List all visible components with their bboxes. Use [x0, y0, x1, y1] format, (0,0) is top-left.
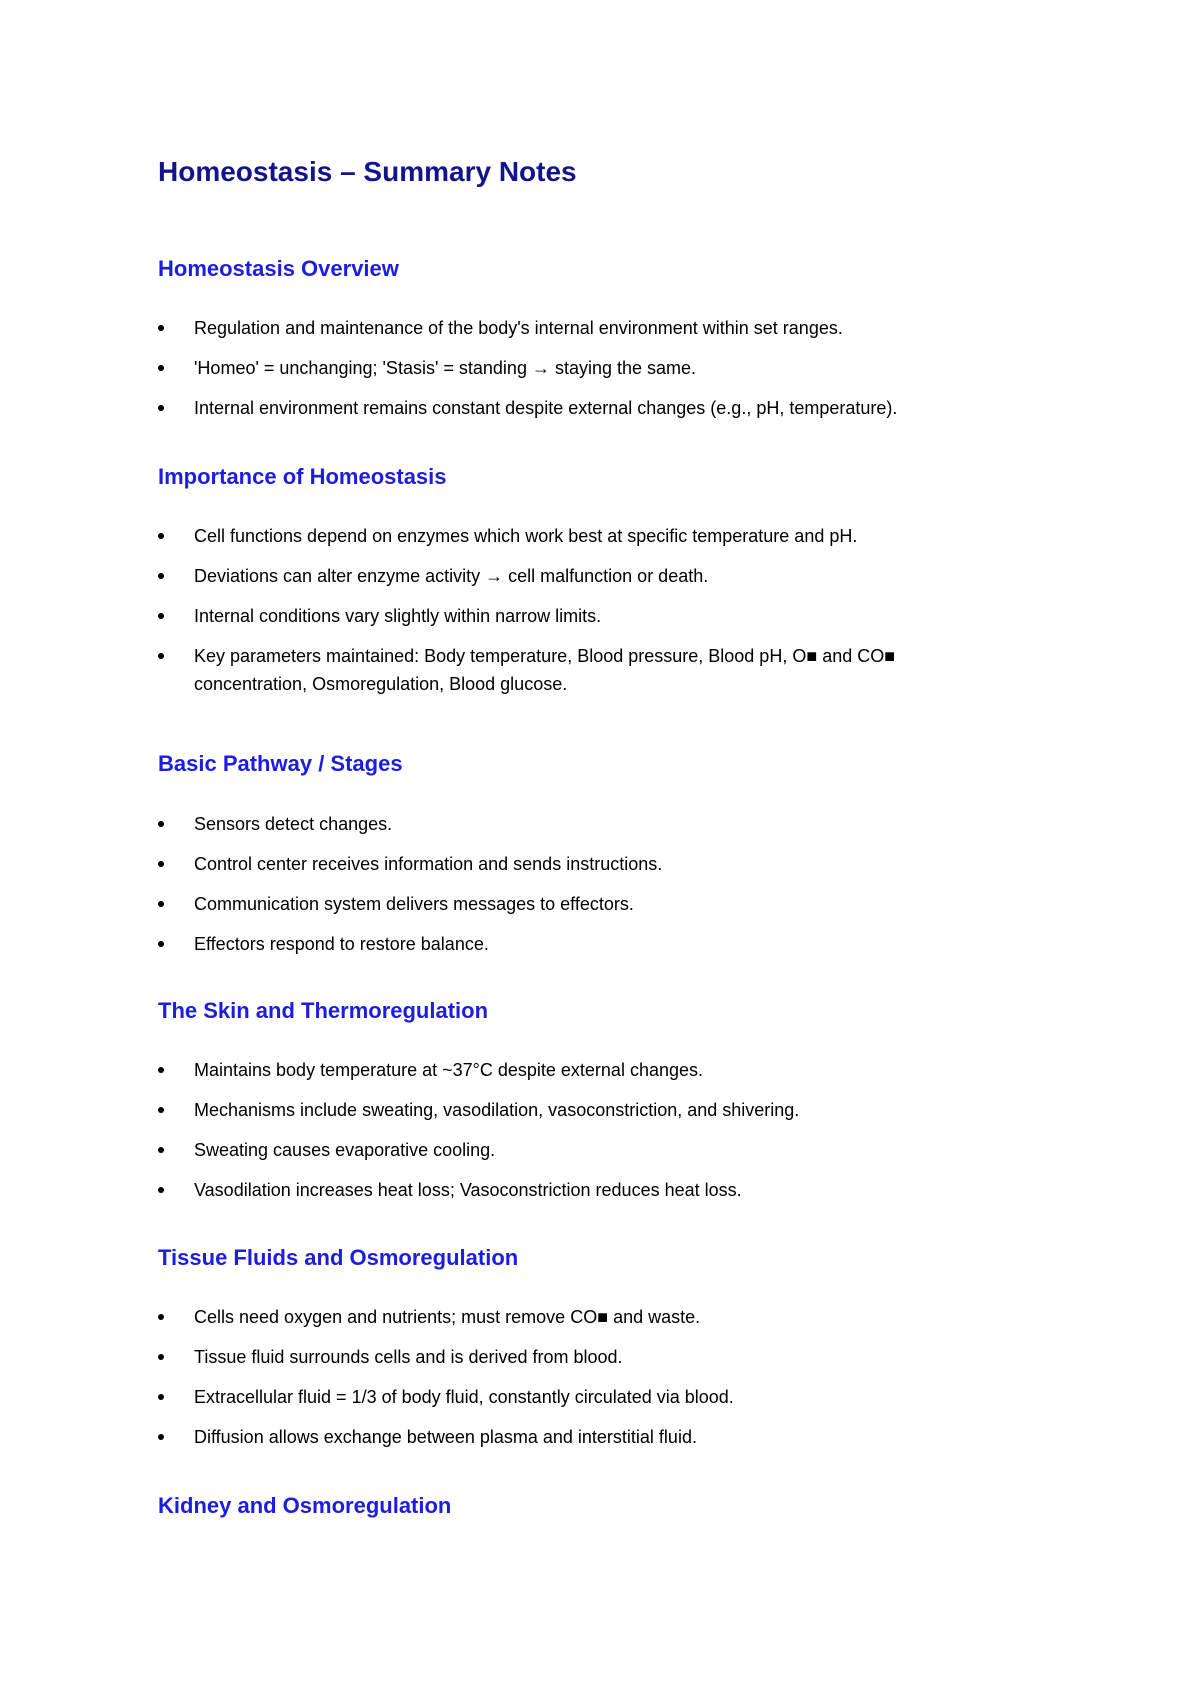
list-item: [0, 1136, 1010, 1164]
bullet-icon: [158, 533, 164, 539]
list-item: [0, 890, 1010, 918]
bullet-icon: [158, 1067, 164, 1073]
bullet-icon: [158, 1187, 164, 1193]
bullet-list-importance-of-homeostasis: [0, 522, 1010, 710]
bullet-icon: [158, 901, 164, 907]
bullet-icon: [158, 1147, 164, 1153]
bullet-text: Diffusion allows exchange between plasma and interstitial fluid.: [194, 1427, 697, 1447]
bullet-icon: [158, 573, 164, 579]
list-item: [0, 1383, 1010, 1411]
bullet-list-tissue-fluids: [0, 1303, 1010, 1463]
bullet-icon: [158, 1354, 164, 1360]
list-item: [0, 642, 1010, 698]
bullet-text: Tissue fluid surrounds cells and is derived from blood.: [194, 1347, 623, 1367]
bullet-text: Key parameters maintained: Body temperature, Blood pressure, Blood pH, O■ and CO■ concentration, Osmoregulation, Blood glucose.: [194, 646, 896, 694]
bullet-text: Deviations can alter enzyme activity → cell malfunction or death.: [194, 566, 709, 586]
section-heading-basic-pathway: Basic Pathway / Stages: [158, 751, 403, 776]
bullet-text: Extracellular fluid = 1/3 of body fluid, constantly circulated via blood.: [194, 1387, 734, 1407]
document-title: Homeostasis – Summary Notes: [158, 156, 577, 187]
bullet-text: 'Homeo' = unchanging; 'Stasis' = standing → staying the same.: [194, 358, 697, 378]
bullet-icon: [158, 1394, 164, 1400]
bullet-icon: [158, 365, 164, 371]
bullet-icon: [158, 1314, 164, 1320]
bullet-list-homeostasis-overview: [0, 314, 1010, 434]
bullet-icon: [158, 325, 164, 331]
list-item: [0, 1056, 1010, 1084]
list-item: [0, 1096, 1010, 1124]
bullet-icon: [158, 405, 164, 411]
section-heading-importance-of-homeostasis: Importance of Homeostasis: [158, 464, 447, 489]
section-heading-kidney-osmoregulation: Kidney and Osmoregulation: [158, 1493, 452, 1518]
list-item: [0, 1176, 1010, 1204]
list-item: [0, 810, 1010, 838]
list-item: [0, 354, 1010, 382]
bullet-text: Sweating causes evaporative cooling.: [194, 1140, 496, 1160]
list-item: [0, 850, 1010, 878]
bullet-text: Cell functions depend on enzymes which work best at specific temperature and pH.: [194, 526, 858, 546]
bullet-icon: [158, 1434, 164, 1440]
list-item: [0, 522, 1010, 550]
bullet-icon: [158, 653, 164, 659]
list-item: [0, 314, 1010, 342]
list-item: [0, 1343, 1010, 1371]
bullet-text: Communication system delivers messages to effectors.: [194, 894, 634, 914]
bullet-text: Maintains body temperature at ~37°C despite external changes.: [194, 1060, 704, 1080]
bullet-icon: [158, 613, 164, 619]
bullet-text: Internal environment remains constant despite external changes (e.g., pH, temperature).: [194, 398, 898, 418]
list-item: [0, 930, 1010, 958]
bullet-icon: [158, 1107, 164, 1113]
bullet-text: Regulation and maintenance of the body's internal environment within set ranges.: [194, 318, 843, 338]
section-heading-skin-thermoregulation: The Skin and Thermoregulation: [158, 998, 489, 1023]
list-item: [0, 602, 1010, 630]
bullet-text: Effectors respond to restore balance.: [194, 934, 489, 954]
bullet-icon: [158, 861, 164, 867]
bullet-text: Cells need oxygen and nutrients; must remove CO■ and waste.: [194, 1307, 701, 1327]
bullet-list-basic-pathway: [0, 810, 1010, 970]
bullet-icon: [158, 941, 164, 947]
bullet-text: Internal conditions vary slightly within narrow limits.: [194, 606, 602, 626]
bullet-text: Mechanisms include sweating, vasodilation, vasoconstriction, and shivering.: [194, 1100, 800, 1120]
list-item: [0, 1303, 1010, 1331]
list-item: [0, 562, 1010, 590]
section-heading-tissue-fluids: Tissue Fluids and Osmoregulation: [158, 1245, 519, 1270]
list-item: [0, 394, 1010, 422]
bullet-list-skin-thermoregulation: [0, 1056, 1010, 1216]
bullet-icon: [158, 821, 164, 827]
list-item: [0, 1423, 1010, 1451]
bullet-text: Sensors detect changes.: [194, 814, 393, 834]
bullet-text: Vasodilation increases heat loss; Vasoconstriction reduces heat loss.: [194, 1180, 742, 1200]
section-heading-homeostasis-overview: Homeostasis Overview: [158, 256, 399, 281]
bullet-text: Control center receives information and sends instructions.: [194, 854, 663, 874]
